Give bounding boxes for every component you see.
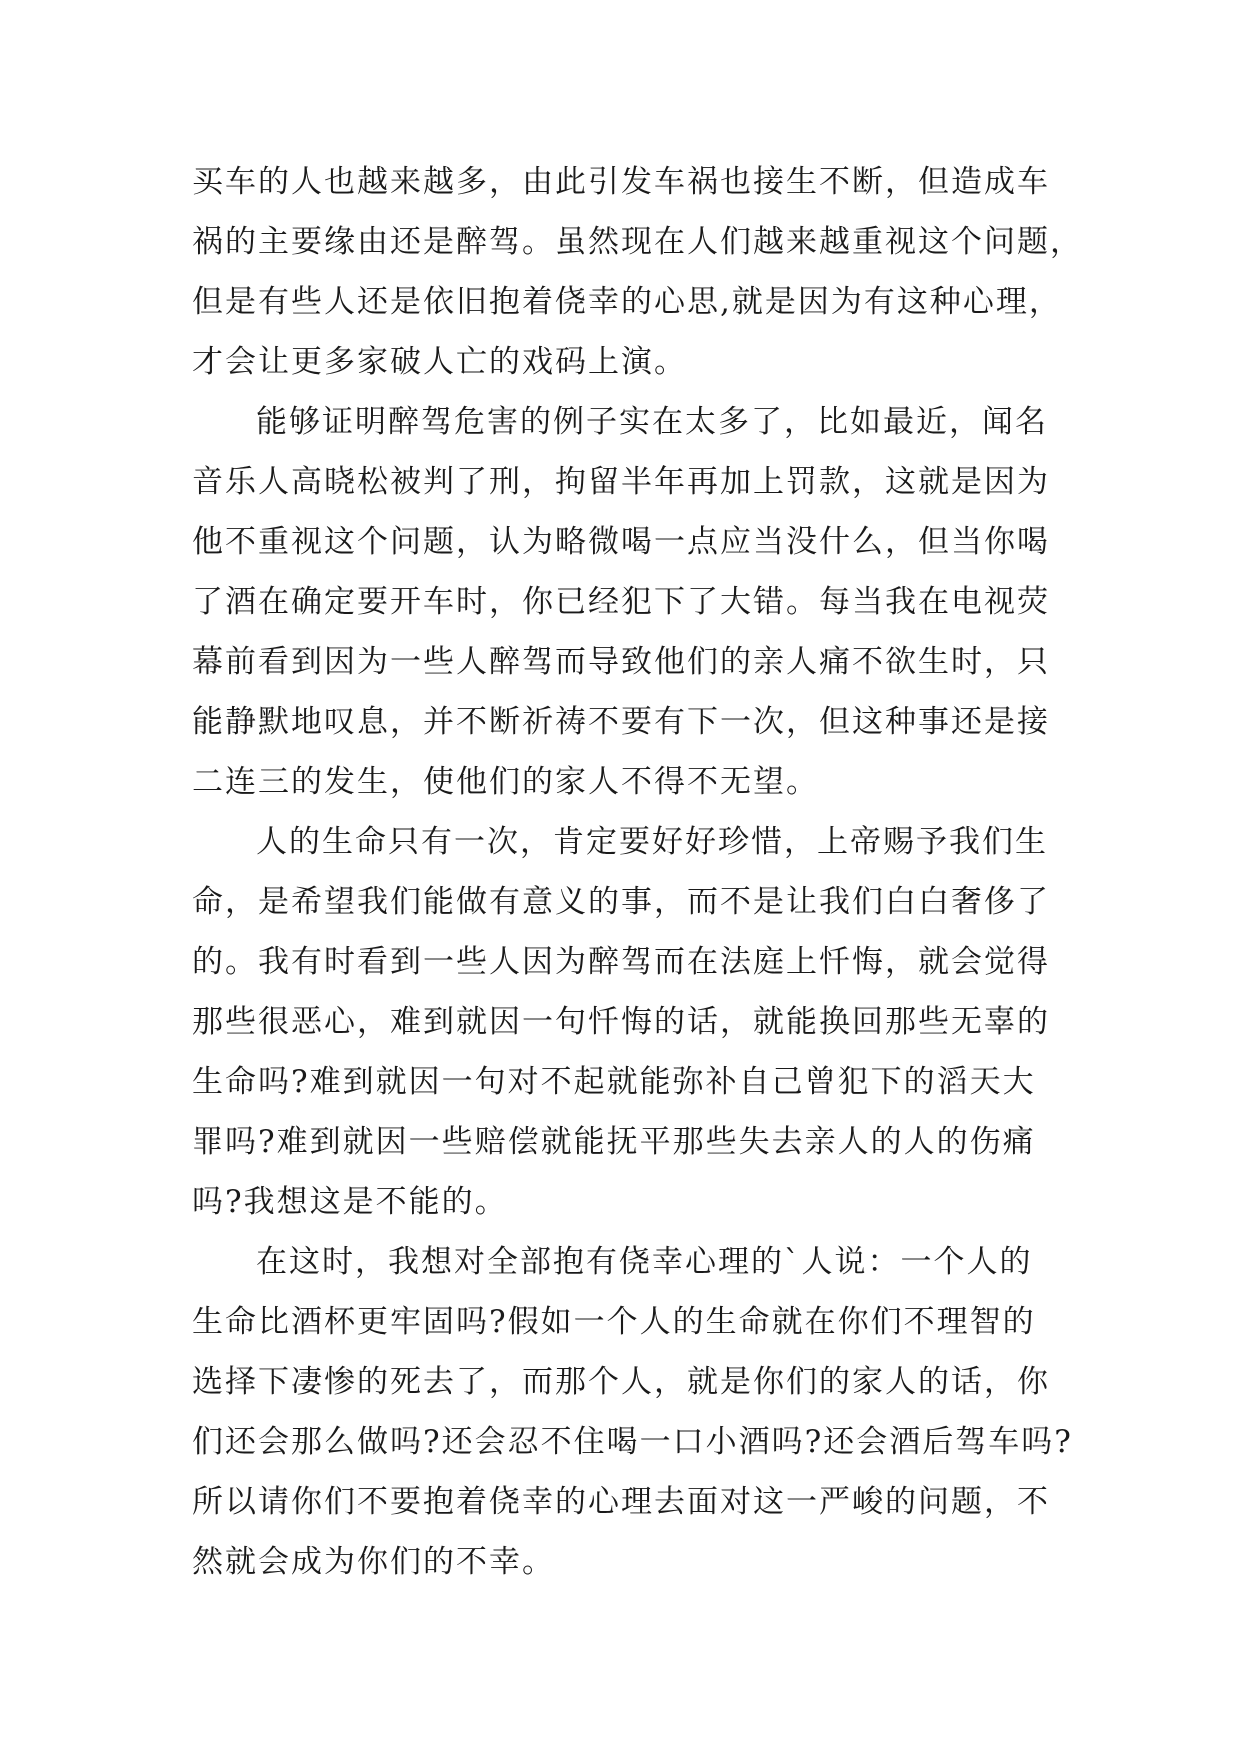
- paragraph-line: 幕前看到因为一些人醉驾而导致他们的亲人痛不欲生时，只: [192, 644, 1050, 680]
- paragraph-line: 但是有些人还是依旧抱着侥幸的心思,就是因为有这种心理，: [192, 284, 1062, 320]
- paragraph-line: 了酒在确定要开车时，你已经犯下了大错。每当我在电视荧: [192, 584, 1050, 620]
- paragraph-4: [192, 1232, 1092, 1592]
- paragraph-line: 选择下凄惨的死去了，而那个人，就是你们的家人的话，你: [192, 1364, 1050, 1400]
- paragraph-line: 在这时，我想对全部抱有侥幸心理的`人说：一个人的: [256, 1244, 1033, 1280]
- paragraph-line: 他不重视这个问题，认为略微喝一点应当没什么，但当你喝: [192, 524, 1050, 560]
- paragraph-line: 音乐人高晓松被判了刑，拘留半年再加上罚款，这就是因为: [192, 464, 1050, 500]
- paragraph-line: 们还会那么做吗?还会忍不住喝一口小酒吗?还会酒后驾车吗?: [192, 1424, 1073, 1460]
- paragraph-line: 能静默地叹息，并不断祈祷不要有下一次，但这种事还是接: [192, 704, 1050, 740]
- paragraph-line: 二连三的发生，使他们的家人不得不无望。: [192, 764, 819, 800]
- paragraph-line: 生命吗?难到就因一句对不起就能弥补自己曾犯下的滔天大: [192, 1064, 1036, 1100]
- paragraph-line: 人的生命只有一次，肯定要好好珍惜，上帝赐予我们生: [256, 824, 1048, 860]
- paragraph-line: 生命比酒杯更牢固吗?假如一个人的生命就在你们不理智的: [192, 1304, 1036, 1340]
- paragraph-line: 买车的人也越来越多，由此引发车祸也接生不断，但造成车: [192, 164, 1050, 200]
- paragraph-2: [192, 392, 1092, 812]
- paragraph-line: 罪吗?难到就因一些赔偿就能抚平那些失去亲人的人的伤痛: [192, 1124, 1036, 1160]
- paragraph-line: 命，是希望我们能做有意义的事，而不是让我们白白奢侈了: [192, 884, 1050, 920]
- paragraph-line: 才会让更多家破人亡的戏码上演。: [192, 344, 687, 380]
- paragraph-line: 祸的主要缘由还是醉驾。虽然现在人们越来越重视这个问题，: [192, 224, 1083, 260]
- paragraph-line: 所以请你们不要抱着侥幸的心理去面对这一严峻的问题，不: [192, 1484, 1050, 1520]
- paragraph-line: 能够证明醉驾危害的例子实在太多了，比如最近，闻名: [256, 404, 1048, 440]
- paragraph-line: 那些很恶心，难到就因一句忏悔的话，就能换回那些无辜的: [192, 1004, 1050, 1040]
- paragraph-line: 的。我有时看到一些人因为醉驾而在法庭上忏悔，就会觉得: [192, 944, 1050, 980]
- document-body: [192, 152, 1092, 1592]
- paragraph-1: [192, 152, 1092, 392]
- paragraph-line: 吗?我想这是不能的。: [192, 1184, 508, 1220]
- paragraph-line: 然就会成为你们的不幸。: [192, 1544, 555, 1580]
- paragraph-3: [192, 812, 1092, 1232]
